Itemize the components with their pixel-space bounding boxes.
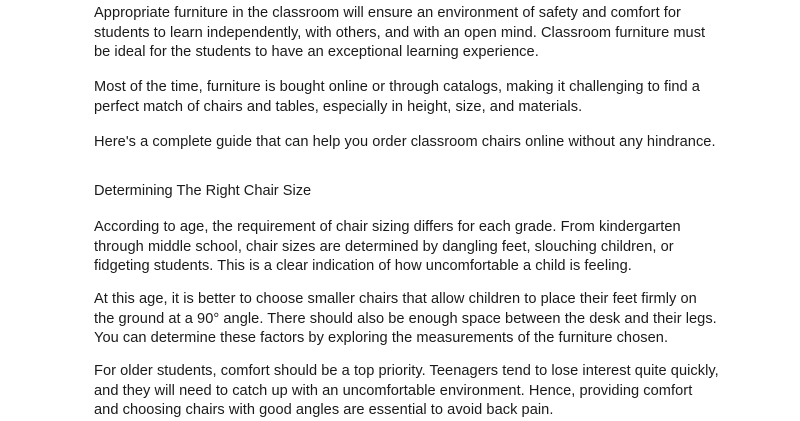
text-line: the ground at a 90° angle. There should also be enough space between the desk and their legs. [94, 310, 717, 327]
text-line: According to age, the requirement of chair sizing differs for each grade. From kindergarten [94, 219, 681, 235]
intro-paragraph [94, 4, 705, 63]
text-line: and they will need to catch up with an uncomfortable environment. Hence, providing comfort [94, 382, 693, 399]
older-students-paragraph [94, 362, 719, 421]
text-line: fidgeting students. This is a clear indication of how uncomfortable a child is feeling. [94, 258, 632, 275]
text-line: For older students, comfort should be a top priority. Teenagers tend to lose interest quite quickly, [94, 363, 719, 379]
age-sizing-paragraph [94, 218, 681, 277]
text-line: You can determine these factors by exploring the measurements of the furniture chosen. [94, 330, 669, 347]
text-line: Here's a complete guide that can help you order classroom chairs online without any hindrance. [94, 134, 716, 150]
text-line: be ideal for the students to have an exceptional learning experience. [94, 44, 539, 61]
guide-paragraph [94, 133, 716, 153]
text-line: Most of the time, furniture is bought online or through catalogs, making it challenging to find a [94, 79, 700, 95]
text-line: perfect match of chairs and tables, especially in height, size, and materials. [94, 98, 583, 115]
small-chairs-paragraph [94, 290, 717, 349]
buying-paragraph [94, 78, 700, 117]
section-heading: Determining The Right Chair Size [94, 183, 312, 199]
text-line: At this age, it is better to choose smaller chairs that allow children to place their feet firmly on [94, 291, 697, 307]
text-line: and choosing chairs with good angles are essential to avoid back pain. [94, 402, 554, 419]
text-line: through middle school, chair sizes are determined by dangling feet, slouching children, or [94, 238, 674, 255]
text-line: students to learn independently, with others, and with an open mind. Classroom furniture must [94, 24, 706, 41]
text-line: Appropriate furniture in the classroom will ensure an environment of safety and comfort for [94, 5, 681, 21]
